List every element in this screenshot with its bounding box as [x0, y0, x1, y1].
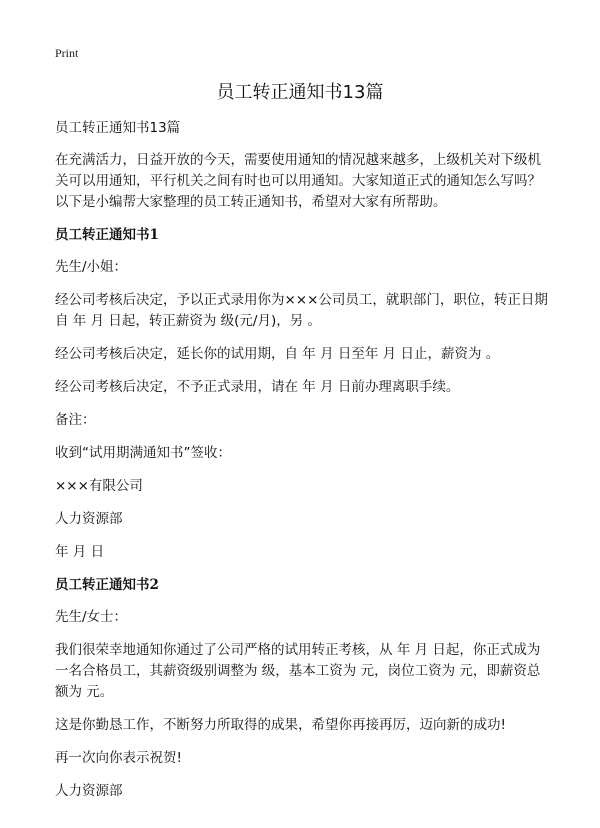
section-2-paragraph-encourage: 这是你勤恳工作，不断努力所取得的成果，希望你再接再厉，迈向新的成功!: [55, 717, 506, 733]
section-2-paragraph-again: 再一次向你表示祝贺!: [55, 750, 182, 766]
section-1-receipt: 收到“试用期满通知书”签收：: [55, 445, 231, 461]
intro-paragraph: 在充满活力，日益开放的今天，需要使用通知的情况越来越多，上级机关对下级机关可以用通知，平行机关之间有时也可以用通知。大家知道正式的通知怎么写吗？以下是小编帮大家整理的员工转正通知书，希望对大家有所帮助。: [55, 152, 541, 210]
print-label: Print: [55, 46, 79, 60]
section-1-remark: 备注：: [55, 412, 96, 428]
section-1-paragraph-reject: 经公司考核后决定，不予正式录用，请在 年 月 日前办理离职手续。: [55, 379, 460, 395]
section-1-date: 年 月 日: [55, 544, 105, 560]
document-title: 员工转正通知书13篇: [216, 82, 384, 103]
section-1-paragraph-hire: 经公司考核后决定，予以正式录用你为×××公司员工，就职部门，职位，转正日期自 年 月 日起，转正薪资为 级(元/月)，另 。: [55, 292, 548, 329]
document-body: [55, 118, 553, 814]
section-1-department: 人力资源部: [55, 511, 123, 527]
document-subtitle: 员工转正通知书13篇: [55, 120, 181, 136]
section-2-heading: 员工转正通知书2: [55, 577, 159, 593]
section-1-company: ×××有限公司: [55, 478, 143, 494]
section-2-department: 人力资源部: [55, 783, 123, 799]
section-2-salutation: 先生/女士：: [55, 609, 128, 625]
section-1-heading: 员工转正通知书1: [55, 227, 159, 243]
section-1-salutation: 先生/小姐：: [55, 259, 128, 275]
section-1-paragraph-extend: 经公司考核后决定，延长你的试用期，自 年 月 日至年 月 日止，薪资为 。: [55, 346, 500, 362]
section-2-paragraph-congrats: 我们很荣幸地通知你通过了公司严格的试用转正考核，从 年 月 日起，你正式成为一名合格员工，其薪资级别调整为 级，基本工资为 元，岗位工资为 元，即薪资总额为 元。: [55, 642, 541, 700]
